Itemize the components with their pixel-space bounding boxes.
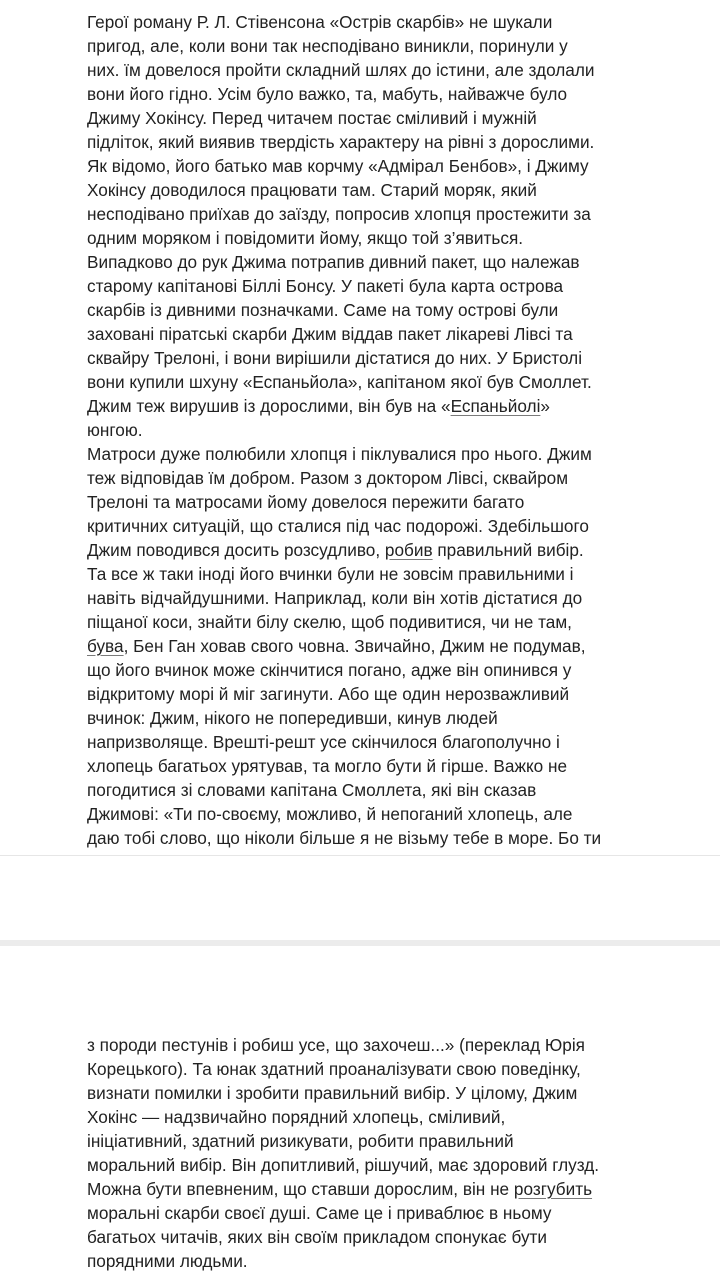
text-line: Як відомо, його батько мав корчму «Адмірал Бенбов», і Джиму <box>87 156 589 176</box>
text-line: них. їм довелося пройти складний шлях до істини, але здолали <box>87 60 595 80</box>
spellcheck-word: розгубить <box>513 1179 593 1199</box>
text-line: хлопець багатьох урятував, та могло бути й гірше. Важко не <box>87 756 568 776</box>
text-line: що його вчинок може скінчитися погано, адже він опинився у <box>87 660 572 680</box>
text-line <box>87 394 647 418</box>
text-line: даю тобі слово, що ніколи більше я не візьму тебе в море. Бо ти <box>87 828 602 848</box>
text-line: вони його гідно. Усім було важко, та, мабуть, найважче було <box>87 84 568 104</box>
text-fragment: Джим теж вирушив із дорослими, він був на « <box>87 396 451 416</box>
text-line <box>87 538 647 562</box>
text-line: Корецького). Та юнак здатний проаналізувати свою поведінку, <box>87 1059 581 1079</box>
document-page-2 <box>0 946 720 1280</box>
text-line: критичних ситуацій, що сталися під час подорожі. Здебільшого <box>87 516 589 536</box>
spellcheck-word: робив <box>384 540 433 560</box>
text-line: Джиму Хокінсу. Перед читачем постає сміливий і мужній <box>87 108 537 128</box>
text-line: Герої роману Р. Л. Стівенсона «Острів скарбів» не шукали <box>87 12 553 32</box>
text-line: визнати помилки і зробити правильний вибір. У цілому, Джим <box>87 1083 578 1103</box>
text-line: з породи пестунів і робиш усе, що захочеш...» (переклад Юрія <box>87 1035 585 1055</box>
text-line: Хокінс — надзвичайно порядний хлопець, сміливий, <box>87 1107 506 1127</box>
text-fragment: » <box>540 396 550 416</box>
text-line: юнгою. <box>87 420 143 440</box>
text-line: заховані піратські скарби Джим віддав пакет лікареві Лівсі та <box>87 324 573 344</box>
text-line: ініціативний, здатний ризикувати, робити правильний <box>87 1131 514 1151</box>
text-line: вони купили шхуну «Еспаньйола», капітаном якої був Смоллет. <box>87 372 592 392</box>
text-line: багатьох читачів, яких він своїм прикладом спонукає бути <box>87 1227 548 1247</box>
essay-text-part-2 <box>87 1033 647 1273</box>
text-line: підліток, який виявив твердість характеру на рівні з дорослими. <box>87 132 595 152</box>
text-line: сквайру Трелоні, і вони вирішили дістатися до них. У Бристолі <box>87 348 583 368</box>
text-line: одним моряком і повідомити йому, якщо той з’явиться. <box>87 228 524 248</box>
text-line: несподівано приїхав до заїзду, попросив хлопця простежити за <box>87 204 591 224</box>
text-line <box>87 1177 647 1201</box>
text-line: напризволяще. Врешті-решт усе скінчилося благополучно і <box>87 732 560 752</box>
text-line: старому капітанові Біллі Бонсу. У пакеті була карта острова <box>87 276 564 296</box>
text-fragment: Джим поводився досить розсудливо, <box>87 540 385 560</box>
text-fragment: Можна бути впевненим, що ставши дорослим, він не <box>87 1179 514 1199</box>
text-line: порядними людьми. <box>87 1251 248 1271</box>
text-line: Матроси дуже полюбили хлопця і піклувалися про нього. Джим <box>87 444 592 464</box>
text-line <box>87 634 647 658</box>
text-line: Хокінсу доводилося працювати там. Старий моряк, який <box>87 180 537 200</box>
text-line: моральні скарби своєї душі. Саме це і приваблює в ньому <box>87 1203 552 1223</box>
text-line: Випадково до рук Джима потрапив дивний пакет, що належав <box>87 252 580 272</box>
text-line: навіть відчайдушними. Наприклад, коли він хотів дістатися до <box>87 588 583 608</box>
page-separator-top <box>0 855 720 856</box>
text-fragment: , Бен Ган ховав свого човна. Звичайно, Джим не подумав, <box>123 636 586 656</box>
text-fragment: правильний вибір. <box>432 540 584 560</box>
spellcheck-word: бува <box>87 636 124 656</box>
text-line: відкритому морі й міг загинути. Або ще один нерозважливий <box>87 684 570 704</box>
text-line: Трелоні та матросами йому довелося пережити багато <box>87 492 525 512</box>
text-line: Та все ж таки іноді його вчинки були не зовсім правильними і <box>87 564 574 584</box>
essay-text-part-1 <box>87 10 647 850</box>
text-line: теж відповідав їм добром. Разом з доктором Лівсі, сквайром <box>87 468 569 488</box>
page-gap <box>0 855 720 946</box>
text-line: Джимові: «Ти по-своєму, можливо, й непоганий хлопець, але <box>87 804 573 824</box>
text-line: вчинок: Джим, нікого не попередивши, кинув людей <box>87 708 498 728</box>
text-line: скарбів із дивними позначками. Саме на тому острові були <box>87 300 559 320</box>
text-line: моральний вибір. Він допитливий, рішучий, має здоровий глузд. <box>87 1155 600 1175</box>
text-line: погодитися зі словами капітана Смоллета, які він сказав <box>87 780 537 800</box>
text-line: піщаної коси, знайти білу скелю, щоб подивитися, чи не там, <box>87 612 572 632</box>
text-line: пригод, але, коли вони так несподівано виникли, поринули у <box>87 36 568 56</box>
spellcheck-word: Еспаньйолі <box>450 396 541 416</box>
